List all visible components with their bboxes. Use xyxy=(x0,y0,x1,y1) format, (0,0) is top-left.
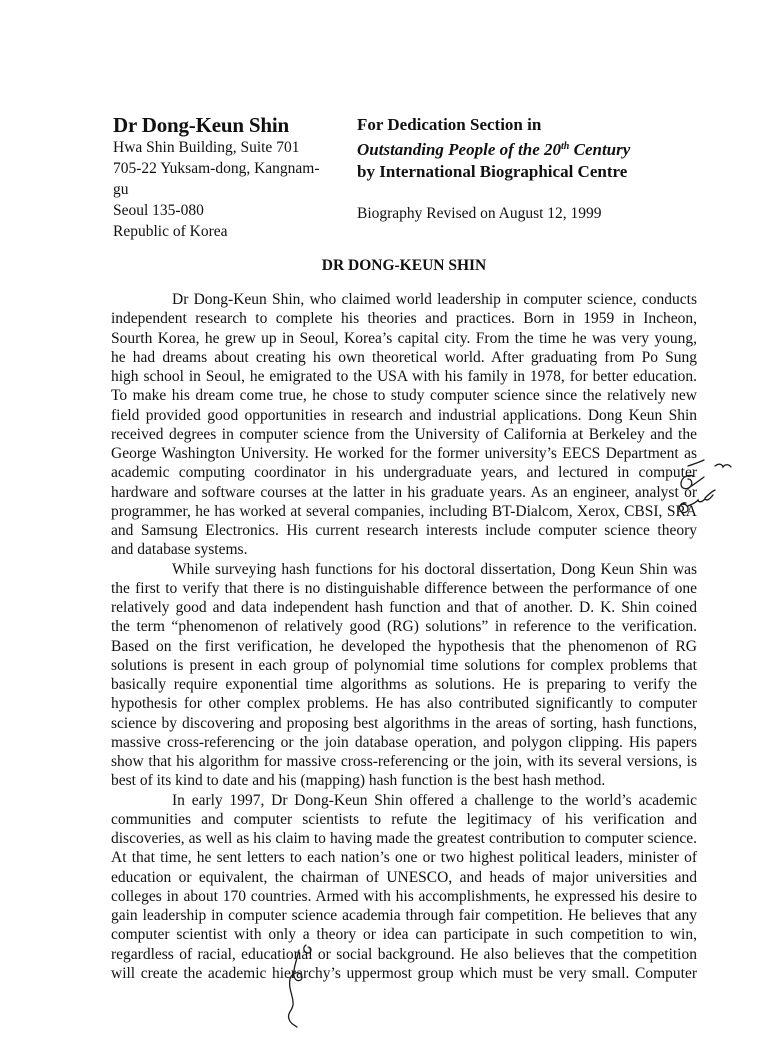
address-line-2: 705-22 Yuksam-dong, Kangnam-gu xyxy=(113,160,320,198)
paragraph-line: At that time, he sent letters to each nation’s one or two highest political leaders, minister of xyxy=(111,849,697,867)
dedication-line-2 xyxy=(357,136,677,161)
paragraph-line: programmer, he has worked at several companies, including BT-Dialcom, Xerox, CBSI, SRA xyxy=(111,502,697,520)
paragraph-line: the term “phenomenon of relatively good (RG) solutions” in reference to the verification. xyxy=(111,618,697,636)
paragraph-line: hardware and software courses at the latter in his graduate years. As an engineer, analyst or xyxy=(111,483,697,501)
publication-title-end: Century xyxy=(569,140,631,159)
paragraph-line: will create the academic hierarchy’s uppermost group which must be very small. Computer xyxy=(111,964,697,982)
ordinal-suffix: th xyxy=(561,141,570,152)
paragraph-line: colleges in about 170 countries. Armed with his accomplishments, he expressed his desire to xyxy=(111,887,697,905)
dedication-line-3: by International Biographical Centre xyxy=(357,162,628,181)
paragraph-line: hypothesis for other complex problems. He has also contributed significantly to computer xyxy=(111,695,697,713)
paragraph-line: solutions is present in each group of polynomial time solutions for complex problems that xyxy=(111,656,697,674)
paragraph-line: discoveries, as well as his claim to having made the greatest contribution to computer science. xyxy=(111,830,697,847)
paragraph-line: Sourth Korea, he grew up in Seoul, Korea’s capital city. From the time he was very young, xyxy=(111,329,697,347)
paragraph-line: high school in Seoul, he emigrated to the USA with his family in 1978, for better education. xyxy=(111,368,697,385)
paragraph-line: communities and computer scientists to refute the legitimacy of his verification and xyxy=(111,810,697,828)
paragraph-line: field provided good opportunities in research and industrial applications. Dong Keun Shin xyxy=(111,406,697,424)
paragraph-line: best of its kind to date and his (mapping) hash function is the best hash method. xyxy=(111,772,606,790)
paragraph-line: massive cross-referencing or the join database operation, and polygon clipping. His papers xyxy=(111,733,697,751)
dedication-block xyxy=(357,113,677,224)
paragraph-line: science by discovering and proposing best algorithms in the areas of sorting, hash functions, xyxy=(111,714,697,732)
address-line-3: Seoul 135-080 xyxy=(113,202,204,219)
author-block xyxy=(113,113,333,242)
paragraph-line: the first to verify that there is no distinguishable difference between the performance of one xyxy=(111,579,697,597)
paragraph-line: basically require exponential time algorithms as solutions. He is preparing to verify the xyxy=(111,676,697,693)
paragraph-line: George Washington University. He worked for the former university’s EECS Department as xyxy=(111,445,697,462)
author-name: Dr Dong-Keun Shin xyxy=(113,113,289,137)
address-line-1: Hwa Shin Building, Suite 701 xyxy=(113,139,300,156)
margin-squiggle-mark xyxy=(715,464,731,467)
paragraph-line: independent research to complete his theories and practices. Born in 1959 in Incheon, xyxy=(111,310,697,328)
paragraph-line: regardless of racial, educational or social background. He also believes that the competition xyxy=(111,945,697,963)
address-line-4: Republic of Korea xyxy=(113,223,228,240)
paragraph-line: education or equivalent, the chairman of UNESCO, and heads of major universities and xyxy=(111,868,697,886)
biography-body xyxy=(111,290,697,983)
paragraph-line: and Samsung Electronics. His current research interests include computer science theory xyxy=(111,522,697,539)
paragraph-line: computer scientist with only a theory or idea can participate in such competition to win, xyxy=(111,926,697,944)
paragraph-first-line: In early 1997, Dr Dong-Keun Shin offered a challenge to the world’s academic xyxy=(172,791,697,809)
revision-date: Biography Revised on August 12, 1999 xyxy=(357,205,602,222)
paragraph-line: relatively good and data independent hash function and that of another. D. K. Shin coined xyxy=(111,599,697,616)
document-title: DR DONG-KEUN SHIN xyxy=(321,257,487,274)
paragraph-line: To make his dream come true, he chose to study computer science since the relatively new xyxy=(111,387,697,405)
paragraph-line: show that his algorithm for massive cross-referencing or the join, with its several versions, is xyxy=(111,753,697,770)
paragraph-first-line: While surveying hash functions for his doctoral dissertation, Dong Keun Shin was xyxy=(172,560,697,578)
paragraph-line: he had dreams about creating his own theoretical world. After graduating from Po Sung xyxy=(111,348,697,366)
publication-title: Outstanding People of the 20 xyxy=(357,140,562,159)
paragraph-line: gain leadership in computer science academia through fair competition. He believes that any xyxy=(111,907,697,924)
paragraph-first-line: Dr Dong-Keun Shin, who claimed world leadership in computer science, conducts xyxy=(172,291,697,308)
paragraph-line: Based on the first verification, he developed the hypothesis that the phenomenon of RG xyxy=(111,637,697,655)
paragraph-line: and database systems. xyxy=(111,541,248,559)
dedication-line-1: For Dedication Section in xyxy=(357,115,542,134)
paragraph-line: academic computing coordinator in his undergraduate years, and lectured in computer xyxy=(111,464,697,482)
paragraph-line: received degrees in computer science from the University of California at Berkeley and the xyxy=(111,425,697,443)
